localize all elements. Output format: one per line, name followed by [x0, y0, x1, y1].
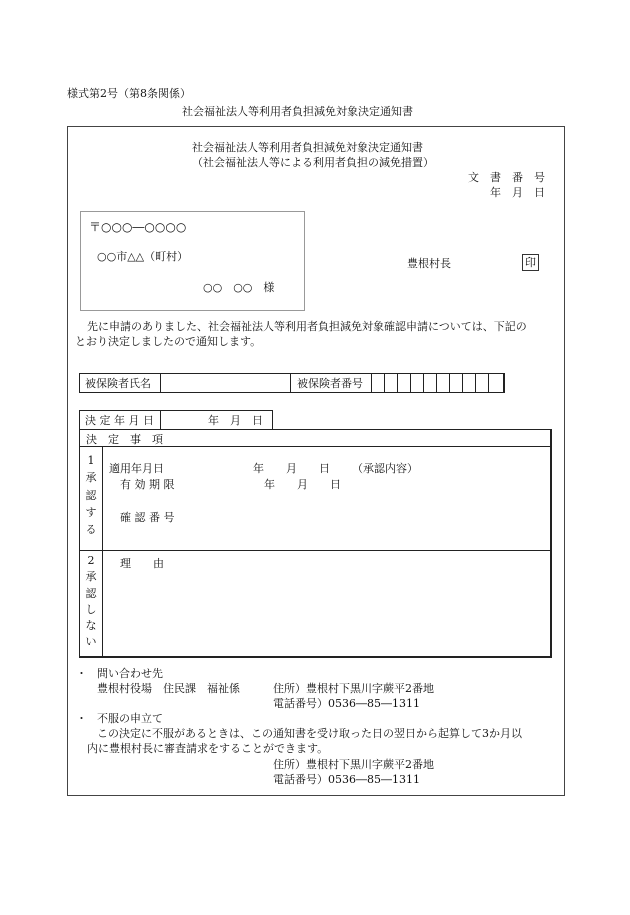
appeal-heading: 不服の申立て [97, 712, 163, 725]
document-number-label: 文 書 番 号 [468, 171, 545, 184]
number-digit-cell [462, 374, 463, 392]
deny-label-char: 2 [87, 554, 95, 567]
approve-label-char: 認 [85, 488, 97, 502]
deny-label-char: い [85, 635, 97, 649]
appeal-address: 住所）豊根村下黒川字蕨平2番地 [273, 758, 434, 771]
form-title: 社会福祉法人等利用者負担減免対象決定通知書 [192, 141, 423, 154]
inquiry-phone: 電話番号）0536―85―1311 [273, 697, 420, 710]
deny-label-char: な [85, 619, 97, 633]
confirm-number-label: 確 認 番 号 [120, 511, 175, 524]
number-digit-cell [410, 374, 411, 392]
decision-date-value: 年 月 日 [208, 414, 263, 427]
insured-name-cell [160, 374, 161, 392]
decision-date-cell [160, 411, 161, 430]
approve-vertical-label [80, 454, 102, 537]
decision-date-row [79, 410, 273, 430]
validity-label: 有 効 期 限 [120, 478, 175, 491]
apply-date-value: 年 月 日 [253, 462, 330, 475]
form-subtitle: （社会福祉法人等による利用者負担の減免措置） [192, 156, 434, 169]
intro-line-1: 先に申請のありました、社会福祉法人等利用者負担減免対象確認申請については、下記の [87, 320, 527, 333]
issuer-name: 豊根村長 [407, 257, 451, 270]
document-title: 社会福祉法人等利用者負担減免対象決定通知書 [182, 105, 413, 118]
approve-label-char: 1 [87, 454, 95, 467]
table-divider [80, 550, 550, 551]
recipient-name: ○○ ○○ 様 [203, 281, 275, 294]
number-digit-cell [384, 374, 385, 392]
deny-label-char: し [85, 602, 97, 616]
document-date-label: 年 月 日 [490, 186, 545, 199]
inquiry-office: 豊根村役場 住民課 福祉係 [97, 682, 240, 695]
decision-date-label: 決 定 年 月 日 [85, 414, 154, 427]
seal-mark: 印 [522, 254, 539, 271]
table-column-divider [102, 446, 103, 657]
intro-line-2: とおり決定しましたので通知します。 [75, 335, 262, 348]
form-number: 様式第2号（第8条関係） [67, 87, 191, 100]
approve-label-char: す [85, 505, 97, 519]
deny-label-char: 認 [85, 586, 97, 600]
inquiry-address: 住所）豊根村下黒川字蕨平2番地 [273, 682, 434, 695]
number-digit-cell [436, 374, 437, 392]
validity-value: 年 月 日 [264, 478, 341, 491]
appeal-bullet: ・ [76, 712, 87, 725]
deny-vertical-label [80, 554, 102, 650]
insured-number-divider [290, 374, 291, 392]
decision-table [79, 429, 552, 658]
approval-content-label: （承認内容） [352, 462, 418, 475]
number-digit-cell [475, 374, 476, 392]
appeal-phone: 電話番号）0536―85―1311 [273, 773, 420, 786]
deny-label-char: 承 [85, 570, 97, 584]
number-digit-cell [371, 374, 372, 392]
insured-name-label: 被保険者氏名 [85, 377, 151, 390]
postal-code: 〒○○○―○○○○ [89, 220, 187, 234]
inquiry-heading: 問い合わせ先 [97, 667, 163, 680]
appeal-text-line-2: 内に豊根村長に審査請求をすることができます。 [87, 742, 329, 755]
approve-label-char: る [85, 523, 97, 537]
insured-number-label: 被保険者番号 [297, 377, 363, 390]
number-digit-cell [423, 374, 424, 392]
apply-date-label: 適用年月日 [109, 462, 164, 475]
insured-row [79, 373, 505, 393]
reason-label: 理 由 [120, 557, 164, 570]
inquiry-bullet: ・ [76, 667, 87, 680]
number-digit-cell [488, 374, 489, 392]
number-digit-cell [397, 374, 398, 392]
appeal-text-line-1: この決定に不服があるときは、この通知書を受け取った日の翌日から起算して3か月以 [97, 727, 522, 740]
decision-matters-label: 決 定 事 項 [86, 433, 163, 446]
approve-label-char: 承 [85, 471, 97, 485]
recipient-address: ○○市△△（町村） [97, 250, 189, 263]
table-divider [80, 446, 550, 447]
number-digit-cell [449, 374, 450, 392]
